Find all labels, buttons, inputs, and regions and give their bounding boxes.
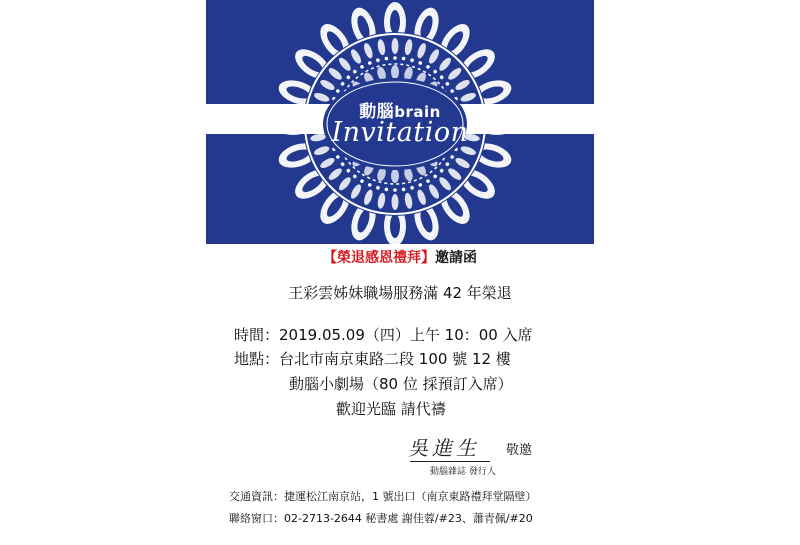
place-line: 地點：台北市南京東路二段 100 號 12 樓: [234, 350, 511, 368]
brand-logo-cjk: 動腦: [359, 102, 395, 122]
transport-info: 交通資訊：捷運松江南京站，1 號出口（南京東路禮拜堂隔壁）: [229, 490, 537, 503]
signature-respect: 敬邀: [506, 443, 533, 458]
invitation-script: Invitation: [331, 117, 469, 148]
signature-underline: [410, 461, 490, 462]
headline: [0, 247, 800, 267]
time-line: 時間：2019.05.09（四）上午 10：00 入席: [234, 326, 533, 344]
headline-invitation: 邀請函: [435, 250, 477, 266]
welcome-line: 歡迎光臨 請代禱: [336, 400, 446, 418]
brand-logo-latin: brain: [394, 103, 441, 121]
subtitle: 王彩雲姊妹職場服務滿 42 年榮退: [288, 284, 512, 302]
venue-line: 動腦小劇場（80 位 採預訂入席）: [289, 375, 513, 393]
invitation-banner: [206, 0, 594, 244]
contact-info: 聯絡窗口：02-2713-2644 秘書處 謝佳蓉/#23、蕭青佩/#20: [229, 512, 533, 525]
headline-event: 【榮退感恩禮拜】: [323, 250, 435, 266]
signature-name: 吳進生: [408, 436, 480, 460]
signature-org: 動腦雜誌 發行人: [430, 467, 496, 477]
